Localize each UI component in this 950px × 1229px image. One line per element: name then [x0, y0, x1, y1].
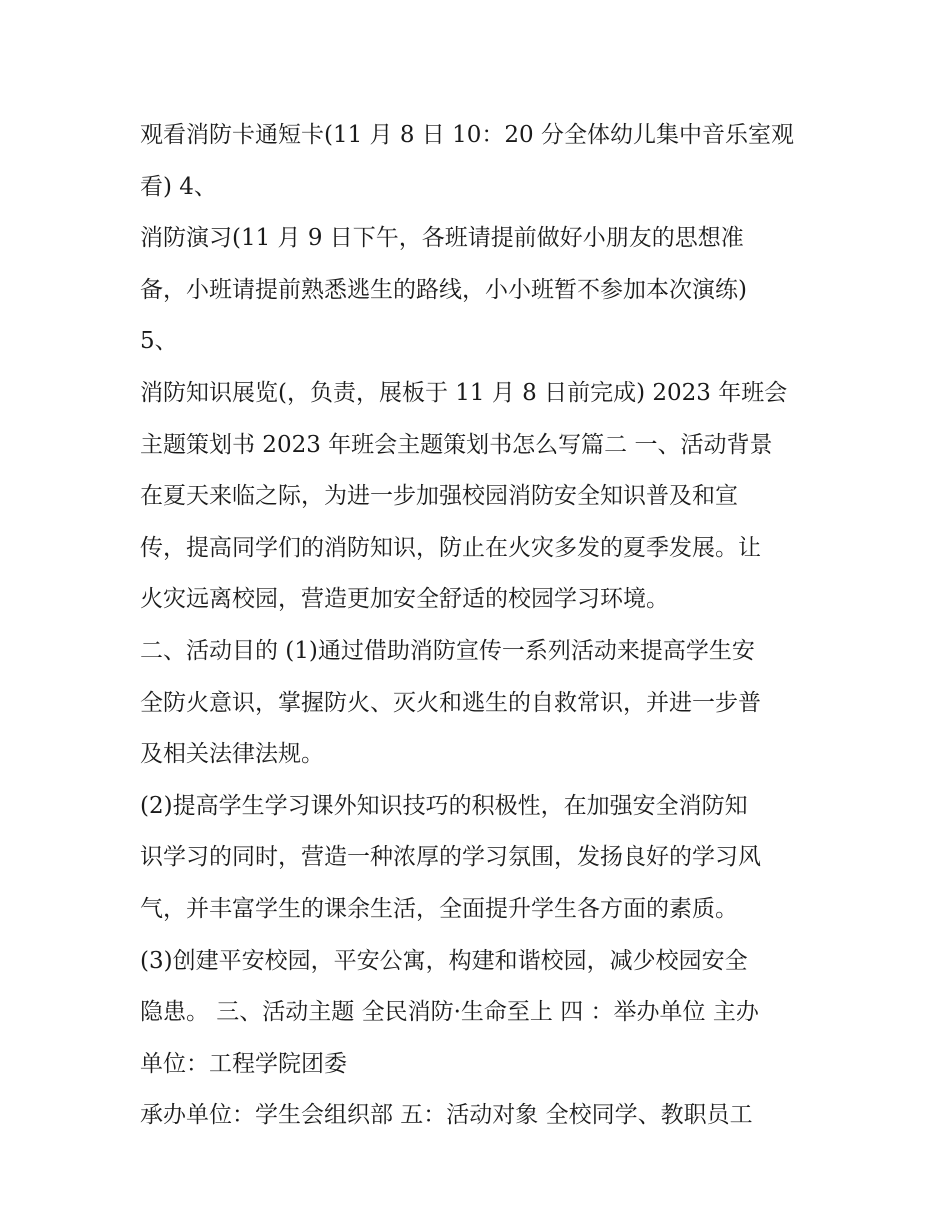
text-line: 隐患。 三、活动主题 全民消防·生命至上 四 ：举办单位 主办 [140, 999, 759, 1026]
text-line: 在夏天来临之际，为进一步加强校园消防安全知识普及和宣 [140, 483, 738, 510]
text-line: 5、 [140, 328, 178, 355]
text-line: 气，并丰富学生的课余生活，全面提升学生各方面的素质。 [140, 895, 738, 922]
text-line: 消防演习(11 月 9 日下午，各班请提前做好小朋友的思想准 [140, 225, 744, 252]
text-line: 消防知识展览(，负责，展板于 11 月 8 日前完成) 2023 年班会 [140, 379, 788, 406]
text-line: (2)提高学生学习课外知识技巧的积极性，在加强安全消防知 [140, 792, 748, 819]
text-line: 识学习的同时，营造一种浓厚的学习氛围，发扬良好的学习风 [140, 844, 761, 871]
text-line: 二、活动目的 (1)通过借助消防宣传一系列活动来提高学生安 [140, 637, 755, 664]
text-line: 看) 4、 [140, 173, 217, 200]
text-line: 主题策划书 2023 年班会主题策划书怎么写篇二 一、活动背景 [140, 431, 773, 458]
text-line: 承办单位：学生会组织部 五：活动对象 全校同学、教职员工 [140, 1102, 753, 1129]
text-line: 备，小班请提前熟悉逃生的路线，小小班暂不参加本次演练) [140, 276, 747, 303]
text-line: 火灾远离校园，营造更加安全舒适的校园学习环境。 [140, 586, 669, 613]
text-line: 及相关法律法规。 [140, 741, 324, 768]
document-body [140, 110, 830, 1142]
text-line: 全防火意识，掌握防火、灭火和逃生的自救常识，并进一步普 [140, 689, 761, 716]
text-line: 单位：工程学院团委 [140, 1050, 347, 1077]
text-line: 观看消防卡通短卡(11 月 8 日 10：20 分全体幼儿集中音乐室观 [140, 122, 794, 148]
text-line: (3)创建平安校园，平安公寓，构建和谐校园，减少校园安全 [140, 947, 748, 974]
text-line: 传，提高同学们的消防知识，防止在火灾多发的夏季发展。让 [140, 534, 761, 561]
